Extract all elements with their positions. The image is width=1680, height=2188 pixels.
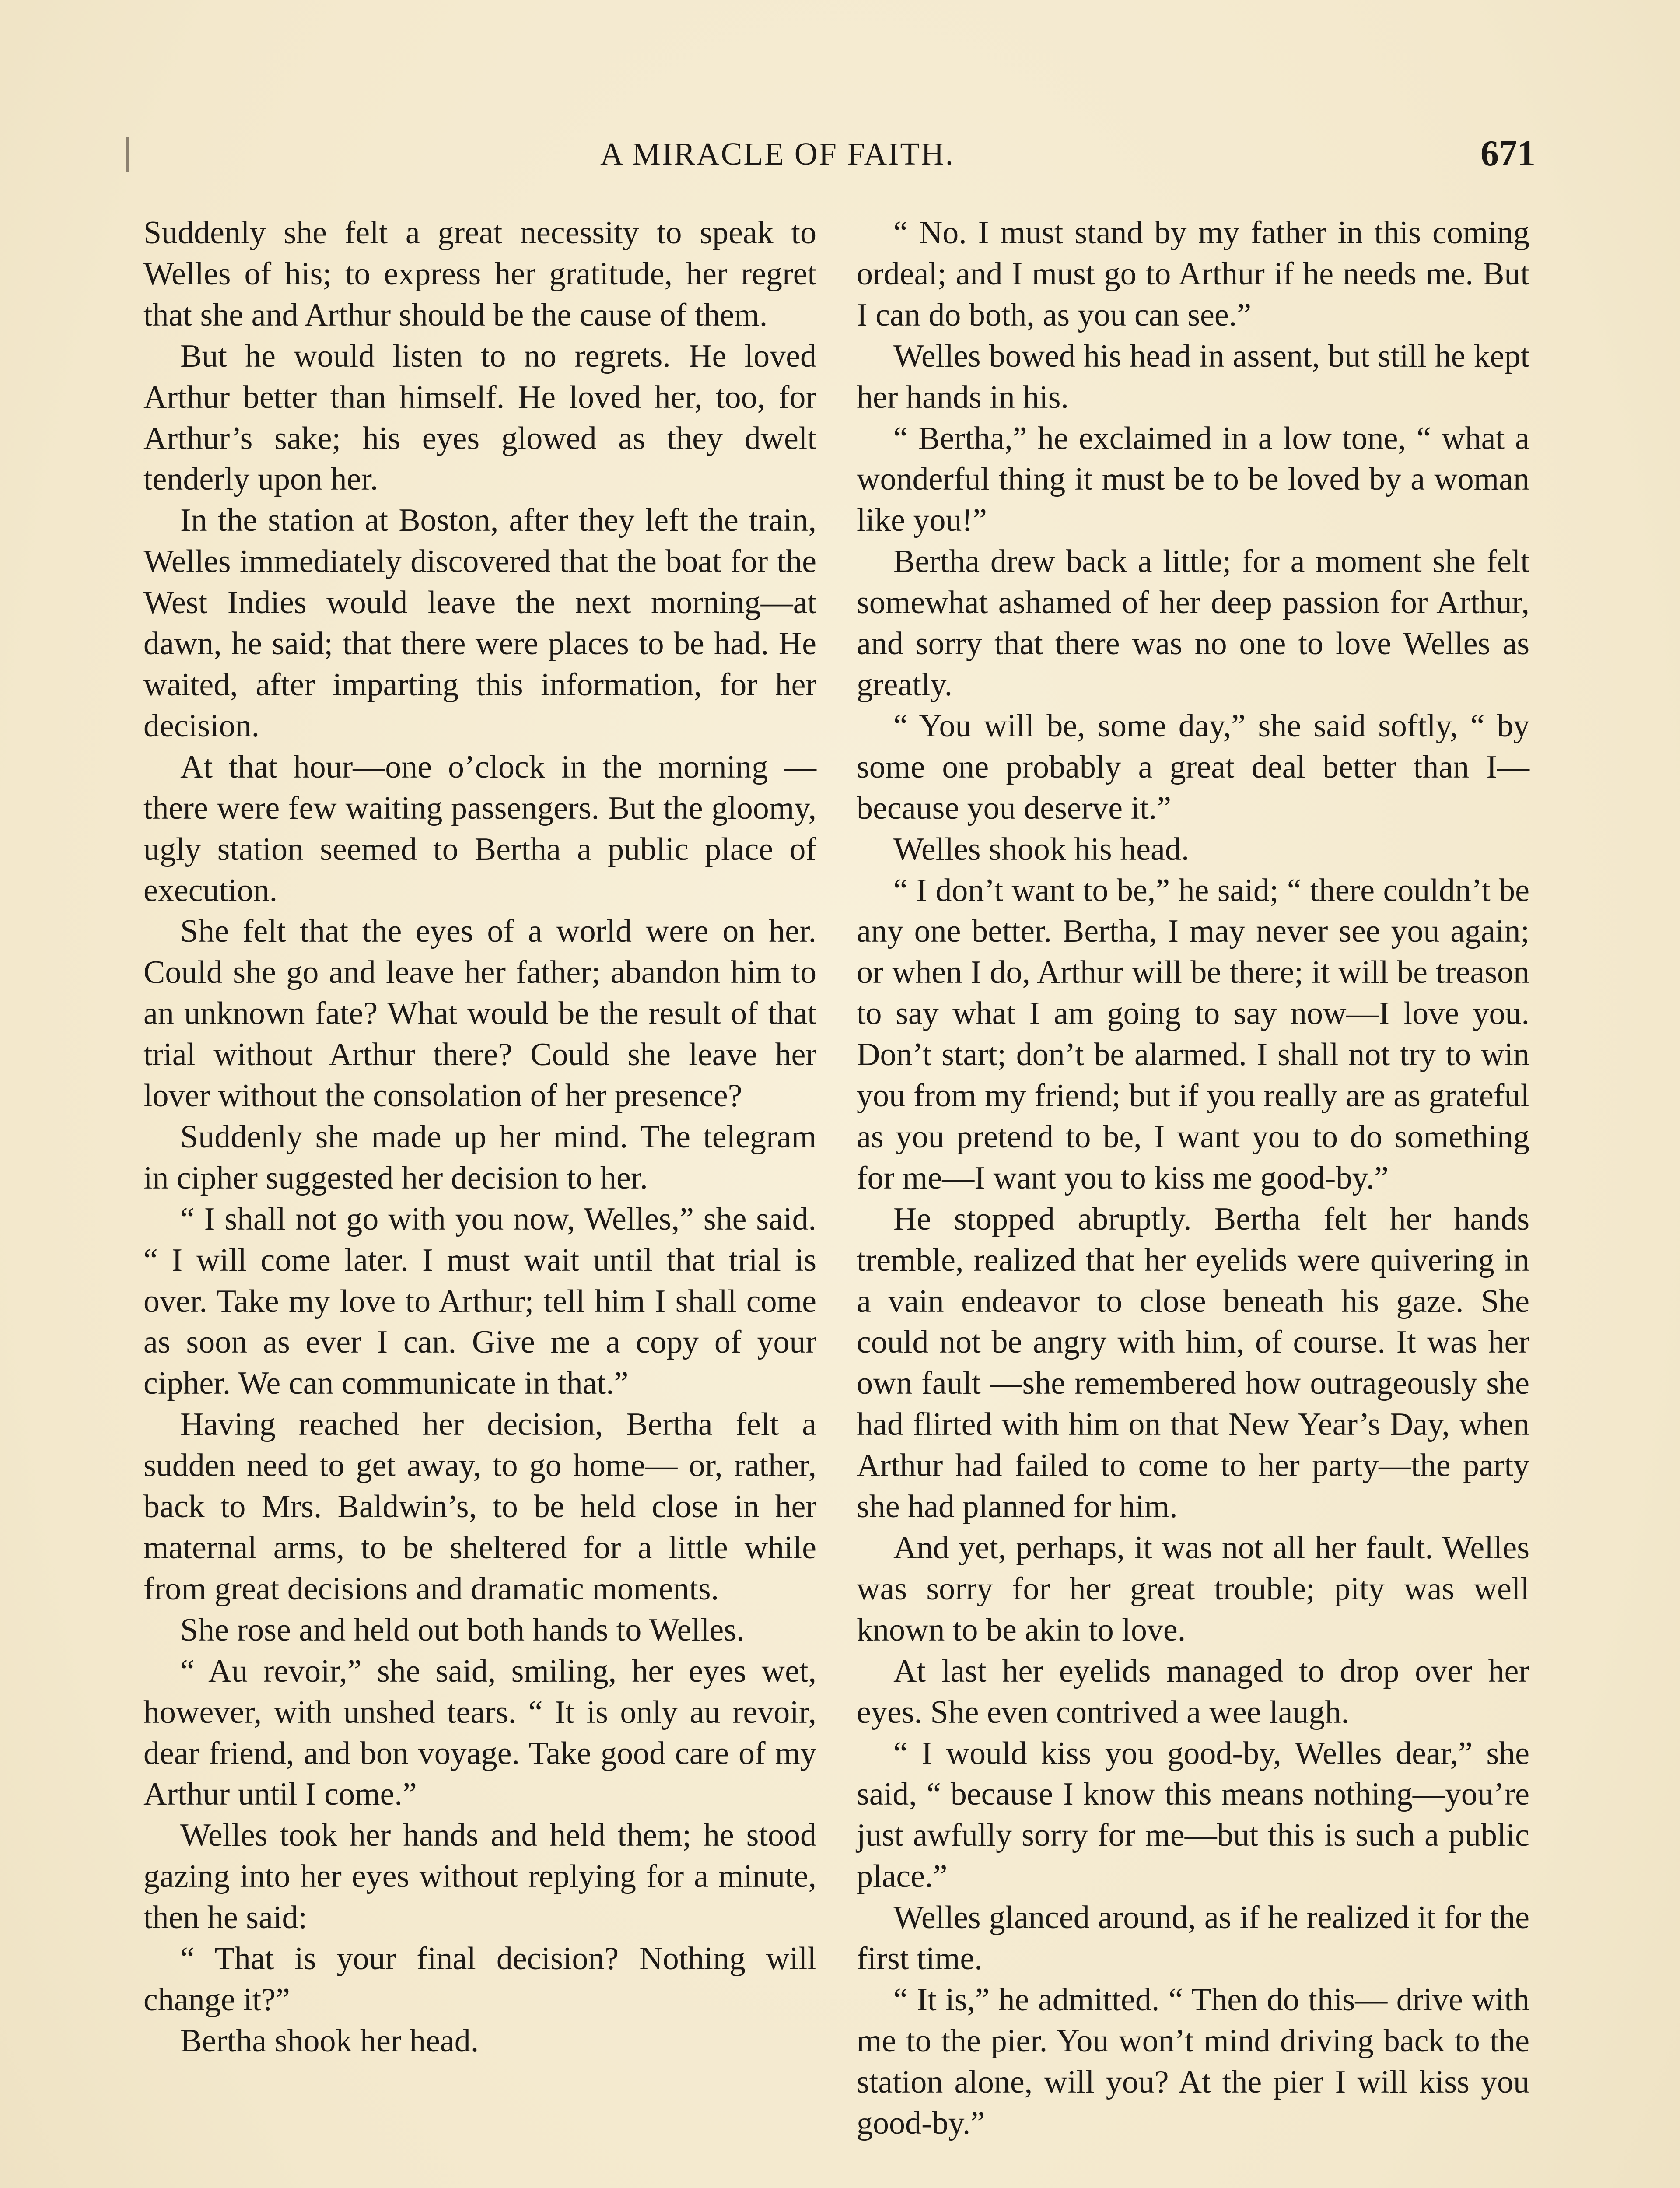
- paragraph: “ It is,” he admitted. “ Then do this— drive with me to the pier. You won’t mind driving back to the station alone, will you? At the pier I will kiss you good-by.”: [857, 1981, 1530, 2141]
- paragraph: At last her eyelids managed to drop over her eyes. She even contrived a wee laugh.: [857, 1653, 1530, 1730]
- paragraph: “ I don’t want to be,” he said; “ there couldn’t be any one better. Bertha, I may never see you again; or when I do, Arthur will be there; it will be treason to say what I am going to say now—I love you. Don’t start; don’t be alarmed. I shall not try to win you from my friend; but if you really are as grateful as you pretend to be, I want you to do something for me—I want you to kiss me good-by.”: [857, 872, 1530, 1196]
- paragraph: Bertha shook her head.: [180, 2023, 479, 2059]
- paragraph: She rose and held out both hands to Welles.: [180, 1612, 745, 1648]
- paragraph: And yet, perhaps, it was not all her fault. Welles was sorry for her great trouble; pity was well known to be akin to love.: [857, 1530, 1530, 1648]
- paragraph: “ You will be, some day,” she said softly, “ by some one probably a great deal better than I—because you deserve it.”: [857, 708, 1530, 826]
- paragraph: He stopped abruptly. Bertha felt her hands tremble, realized that her eyelids were quivering in a vain endeavor to close beneath his gaze. She could not be angry with him, of course. It was her own fault —she remembered how outrageously she had flirted with him on that New Year’s Day, when Arthur had failed to come to her party—the party she had planned for him.: [857, 1201, 1530, 1525]
- paragraph: Suddenly she felt a great necessity to speak to Welles of his; to express her gratitude, her regret that she and Arthur should be the cause of them.: [144, 215, 816, 333]
- paragraph: “ I would kiss you good-by, Welles dear,” she said, “ because I know this means nothing—you’re just awfully sorry for me—but this is such a public place.”: [857, 1735, 1530, 1895]
- right-column: [857, 213, 1530, 2144]
- paragraph: In the station at Boston, after they left the train, Welles immediately discovered that the boat for the West Indies would leave the next morning—at dawn, he said; that there were places to be had. He waited, after imparting this information, for her decision.: [144, 502, 816, 744]
- paragraph: “ No. I must stand by my father in this coming ordeal; and I must go to Arthur if he needs me. But I can do both, as you can see.”: [857, 215, 1530, 333]
- running-title: A MIRACLE OF FAITH.: [600, 136, 955, 172]
- paragraph: “ I shall not go with you now, Welles,” she said. “ I will come later. I must wait until that trial is over. Take my love to Arthur; tell him I shall come as soon as ever I can. Give me a copy of your cipher. We can communicate in that.”: [144, 1201, 816, 1402]
- paragraph: But he would listen to no regrets. He loved Arthur better than himself. He loved her, too, for Arthur’s sake; his eyes glowed as they dwelt tenderly upon her.: [144, 338, 816, 498]
- paragraph: Suddenly she made up her mind. The telegram in cipher suggested her decision to her.: [144, 1119, 816, 1196]
- paragraph: Welles bowed his head in assent, but still he kept her hands in his.: [857, 338, 1530, 415]
- paragraph: “ Bertha,” he exclaimed in a low tone, “ what a wonderful thing it must be to be loved by a woman like you!”: [857, 420, 1530, 539]
- paragraph: Welles glanced around, as if he realized it for the first time.: [857, 1900, 1530, 1977]
- left-column: [144, 213, 816, 2062]
- paragraph: She felt that the eyes of a world were on her. Could she go and leave her father; abandon him to an unknown fate? What would be the result of that trial without Arthur there? Could she leave her lover without the consolation of her presence?: [144, 913, 816, 1114]
- paragraph: Having reached her decision, Bertha felt a sudden need to get away, to go home— or, rather, back to Mrs. Baldwin’s, to be held close in her maternal arms, to be sheltered for a little while from great decisions and dramatic moments.: [144, 1406, 816, 1607]
- paragraph: “ Au revoir,” she said, smiling, her eyes wet, however, with unshed tears. “ It is only au revoir, dear friend, and bon voyage. Take good care of my Arthur until I come.”: [144, 1653, 816, 1813]
- paragraph: Welles took her hands and held them; he stood gazing into her eyes without replying for a minute, then he said:: [144, 1817, 816, 1936]
- paragraph: Bertha drew back a little; for a moment she felt somewhat ashamed of her deep passion for Arthur, and sorry that there was no one to love Welles as greatly.: [857, 543, 1530, 703]
- page-number: 671: [1480, 133, 1536, 174]
- paragraph: Welles shook his head.: [893, 831, 1190, 867]
- paragraph: “ That is your final decision? Nothing will change it?”: [144, 1941, 816, 2018]
- gutter-mark: [126, 137, 129, 172]
- paragraph: At that hour—one o’clock in the morning —there were few waiting passengers. But the gloomy, ugly station seemed to Bertha a public place of execution.: [144, 749, 816, 908]
